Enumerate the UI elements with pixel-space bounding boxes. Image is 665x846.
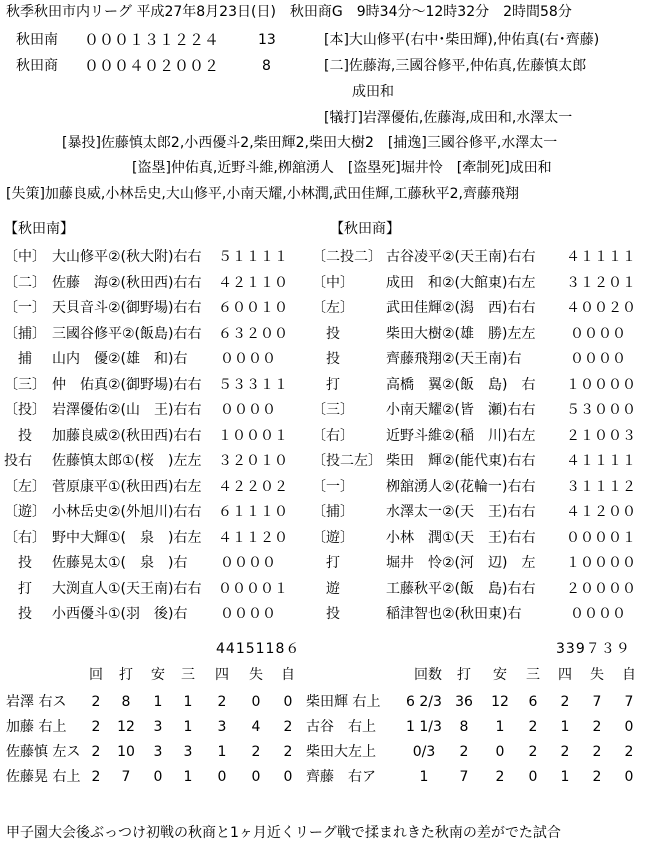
player-stats: ２１００３ [566, 428, 636, 444]
line-score-total: 8 [262, 58, 271, 74]
player-position: 投 [326, 606, 340, 622]
player-position: 打 [18, 581, 32, 597]
pitching-stat: 2 [592, 769, 602, 785]
pitching-stat: 0 [251, 769, 261, 785]
pitching-stat: 2 [528, 744, 538, 760]
pitching-header: 失 [590, 667, 604, 683]
note-sacrifice: [犠打]岩澤優佑,佐藤海,成田和,水澤太一 [324, 110, 573, 126]
player-position: 〔一〕 [312, 479, 354, 495]
player-position: 〔捕〕 [4, 326, 46, 342]
player-name: 佐藤慎太郎①(桜 )左左 [52, 453, 202, 469]
player-position: 〔投二左〕 [312, 453, 382, 469]
player-stats: ４１１１１ [566, 249, 636, 265]
pitching-stat: 7 [592, 694, 602, 710]
player-stats: １００００ [566, 377, 636, 393]
player-name: 成田 和②(大館東)右左 [386, 275, 536, 291]
pitching-stat: 36 [455, 694, 473, 710]
player-stats: ３１１１２ [566, 479, 636, 495]
player-stats: ４１２００ [566, 504, 636, 520]
player-stats: ５３０００ [566, 402, 636, 418]
pitching-stat: 7 [121, 769, 131, 785]
pitching-stat: 2 [592, 719, 602, 735]
pitcher-name: 加藤 右上 [6, 719, 67, 735]
pitching-stat: 7 [459, 769, 469, 785]
player-position: 投 [18, 555, 32, 571]
pitching-stat: 2 [560, 694, 570, 710]
note-steals: [盗塁]仲佑真,近野斗維,栁舘湧人 [盗塁死]堀井怜 [牽制死]成田和 [132, 160, 552, 176]
player-position: 〔遊〕 [4, 504, 46, 520]
line-score-team: 秋田商 [16, 58, 58, 74]
pitching-stat: 1 [217, 744, 227, 760]
player-position: 投右 [4, 453, 32, 469]
player-position: 捕 [18, 351, 32, 367]
player-position: 〔右〕 [312, 428, 354, 444]
line-score-total: 13 [258, 32, 276, 48]
player-position: 〔中〕 [4, 249, 46, 265]
player-stats: ００００ [570, 326, 626, 342]
game-title: 秋季秋田市内リーグ 平成27年8月23日(日) 秋田商G 9時34分～12時32分 2時間58分 [6, 4, 572, 20]
pitcher-name: 岩澤 右ス [6, 694, 67, 710]
player-stats: ００００１ [218, 581, 288, 597]
line-score-innings: ０００４０２００２ [84, 57, 220, 75]
player-name: 天貝音斗②(御野場)右右 [52, 300, 202, 316]
pitching-stat: 2 [495, 769, 505, 785]
player-name: 大山修平②(秋大附)右右 [52, 249, 202, 265]
player-position: 投 [18, 606, 32, 622]
pitching-header: 四 [215, 667, 229, 683]
player-stats: ００００ [220, 555, 276, 571]
pitching-stat: 3 [217, 719, 227, 735]
player-stats: ４２１１０ [218, 275, 288, 291]
player-stats: ００００ [570, 351, 626, 367]
pitching-stat: 1 1/3 [406, 719, 442, 735]
player-stats: ００００ [220, 606, 276, 622]
pitching-stat: 0/3 [412, 744, 436, 760]
player-stats: ００００１ [566, 530, 636, 546]
pitching-stat: 7 [624, 694, 634, 710]
pitching-stat: 0 [251, 694, 261, 710]
pitching-stat: 1 [183, 769, 193, 785]
pitching-stat: 1 [183, 694, 193, 710]
player-position: 打 [326, 377, 340, 393]
pitching-stat: 2 [459, 744, 469, 760]
player-stats: ００００ [220, 402, 276, 418]
player-name: 武田佳輝②(潟 西)右右 [386, 300, 536, 316]
game-summary: 甲子園大会後ぶっつけ初戦の秋商と1ヶ月近くリーグ戦で揉まれきた秋南の差がでた試合 [6, 825, 561, 841]
note-doubles: [二]佐藤海,三國谷修平,仲佑真,佐藤慎太郎 [324, 58, 587, 74]
player-stats: ００００ [570, 606, 626, 622]
player-name: 齊藤飛翔②(天王南)右 [386, 351, 536, 367]
player-name: 柴田 輝②(能代東)右右 [386, 453, 536, 469]
pitching-stat: 1 [183, 719, 193, 735]
pitching-stat: 1 [153, 694, 163, 710]
pitching-stat: 1 [560, 719, 570, 735]
note-doubles-cont: 成田和 [352, 84, 394, 100]
pitching-stat: 3 [153, 719, 163, 735]
pitching-header: 打 [457, 667, 471, 683]
pitching-stat: 3 [153, 744, 163, 760]
player-stats: ４１１１１ [566, 453, 636, 469]
pitching-header: 安 [151, 667, 165, 683]
player-name: 佐藤 海②(秋田西)右右 [52, 275, 202, 291]
player-name: 菅原康平①(秋田西)右左 [52, 479, 202, 495]
pitching-stat: 0 [624, 769, 634, 785]
pitching-stat: 1 [495, 719, 505, 735]
pitching-stat: 0 [217, 769, 227, 785]
player-position: 〔投〕 [4, 402, 46, 418]
player-stats: ６００１０ [218, 300, 288, 316]
away-totals: 339７３９ [556, 641, 631, 657]
pitching-stat: 4 [251, 719, 261, 735]
pitching-stat: 0 [528, 769, 538, 785]
player-name: 加藤良威②(秋田西)右右 [52, 428, 202, 444]
pitcher-name: 佐藤晃 右上 [6, 769, 81, 785]
pitching-header: 三 [526, 667, 540, 683]
note-errors: [失策]加藤良威,小林岳史,大山修平,小南天耀,小林潤,武田佳輝,工藤秋平2,齊藤飛翔 [6, 186, 519, 202]
note-wild-pitch: [暴投]佐藤慎太郎2,小西優斗2,柴田輝2,柴田大樹2 [捕逸]三國谷修平,水澤太一 [62, 135, 558, 151]
player-stats: ４１１２０ [218, 530, 288, 546]
pitching-stat: 2 [91, 744, 101, 760]
player-stats: ４２２０２ [218, 479, 288, 495]
player-position: 投 [18, 428, 32, 444]
player-name: 小西優斗①(羽 後)右 [52, 606, 202, 622]
away-team-label: 【秋田商】 [330, 221, 400, 237]
player-name: 堀井 怜②(河 辺) 左 [386, 555, 536, 571]
player-position: 〔左〕 [312, 300, 354, 316]
pitching-stat: 0 [153, 769, 163, 785]
pitching-header: 失 [249, 667, 263, 683]
pitching-stat: 3 [183, 744, 193, 760]
pitching-stat: 2 [560, 744, 570, 760]
player-position: 〔遊〕 [312, 530, 354, 546]
player-position: 〔右〕 [4, 530, 46, 546]
player-name: 野中大輝①( 泉 )右左 [52, 530, 202, 546]
pitcher-name: 柴田大左上 [306, 744, 376, 760]
pitching-stat: 2 [283, 719, 293, 735]
player-name: 水澤太一②(天 王)右右 [386, 504, 536, 520]
player-position: 〔捕〕 [312, 504, 354, 520]
pitching-stat: 0 [624, 719, 634, 735]
player-stats: ６１１１０ [218, 504, 288, 520]
player-position: 〔中〕 [312, 275, 354, 291]
pitching-header: 三 [181, 667, 195, 683]
player-stats: ３２０１０ [218, 453, 288, 469]
pitching-header: 自 [281, 667, 295, 683]
note-homeruns: [本]大山修平(右中･柴田輝),仲佑真(右･齊藤) [324, 32, 600, 48]
pitching-stat: 6 [528, 694, 538, 710]
pitching-stat: 2 [528, 719, 538, 735]
player-name: 山内 優②(雄 和)右 [52, 351, 202, 367]
pitcher-name: 柴田輝 右上 [306, 694, 381, 710]
player-name: 柴田大樹②(雄 勝)左左 [386, 326, 536, 342]
pitching-stat: 2 [91, 694, 101, 710]
player-position: 投 [326, 326, 340, 342]
player-stats: ００００ [220, 351, 276, 367]
pitcher-name: 佐藤慎 左ス [6, 744, 81, 760]
pitcher-name: 古谷 右上 [306, 719, 376, 735]
player-name: 古谷凌平②(天王南)右右 [386, 249, 536, 265]
player-name: 仲 佑真②(御野場)右右 [52, 377, 202, 393]
pitching-header: 安 [493, 667, 507, 683]
pitching-header: 回 [89, 667, 103, 683]
pitching-stat: 2 [217, 694, 227, 710]
player-position: 〔三〕 [312, 402, 354, 418]
player-name: 稲津智也②(秋田東)右 [386, 606, 536, 622]
player-position: 〔二〕 [4, 275, 46, 291]
pitching-stat: 2 [283, 744, 293, 760]
player-stats: ２００００ [566, 581, 636, 597]
player-name: 三國谷修平②(飯島)右右 [52, 326, 202, 342]
player-name: 小林 潤①(天 王)右右 [386, 530, 536, 546]
pitching-stat: 2 [251, 744, 261, 760]
pitching-stat: 1 [560, 769, 570, 785]
player-position: 打 [326, 555, 340, 571]
player-stats: ６３２００ [218, 326, 288, 342]
line-score-innings: ０００１３１２２４ [84, 31, 220, 49]
player-position: 〔三〕 [4, 377, 46, 393]
player-stats: ４００２０ [566, 300, 636, 316]
player-name: 小南天耀②(皆 瀬)右右 [386, 402, 536, 418]
pitching-stat: 2 [592, 744, 602, 760]
player-stats: ５３３１１ [218, 377, 288, 393]
pitching-stat: 10 [117, 744, 135, 760]
player-name: 高橋 翼②(飯 島) 右 [386, 377, 536, 393]
home-team-label: 【秋田南】 [4, 221, 74, 237]
pitching-stat: 1 [419, 769, 429, 785]
home-totals: 4415118６ [216, 641, 301, 657]
player-stats: １００００ [566, 555, 636, 571]
player-name: 近野斗維②(稲 川)右左 [386, 428, 536, 444]
player-position: 投 [326, 351, 340, 367]
player-name: 岩澤優佑②(山 王)右右 [52, 402, 202, 418]
player-name: 小林岳史②(外旭川)右右 [52, 504, 202, 520]
pitching-stat: 0 [283, 769, 293, 785]
player-stats: １０００１ [218, 428, 288, 444]
line-score-team: 秋田南 [16, 32, 58, 48]
pitching-header: 回数 [414, 667, 442, 683]
player-position: 〔左〕 [4, 479, 46, 495]
pitching-stat: 12 [491, 694, 509, 710]
pitching-stat: 12 [117, 719, 135, 735]
pitching-stat: 0 [495, 744, 505, 760]
player-position: 遊 [326, 581, 340, 597]
player-name: 佐藤晃太①( 泉 )右 [52, 555, 202, 571]
pitcher-name: 齊藤 右ア [306, 769, 376, 785]
pitching-stat: 2 [91, 769, 101, 785]
player-stats: ５１１１１ [218, 249, 288, 265]
pitching-stat: 0 [283, 694, 293, 710]
player-name: 大渕直人①(天王南)右右 [52, 581, 202, 597]
pitching-header: 自 [622, 667, 636, 683]
pitching-header: 打 [119, 667, 133, 683]
pitching-stat: 2 [91, 719, 101, 735]
pitching-header: 四 [558, 667, 572, 683]
player-name: 工藤秋平②(飯 島)右右 [386, 581, 536, 597]
player-position: 〔二投二〕 [312, 249, 382, 265]
player-position: 〔一〕 [4, 300, 46, 316]
pitching-stat: 6 2/3 [406, 694, 442, 710]
player-name: 栁舘湧人②(花輪一)右右 [386, 479, 536, 495]
player-stats: ３１２０１ [566, 275, 636, 291]
pitching-stat: 8 [459, 719, 469, 735]
pitching-stat: 2 [624, 744, 634, 760]
pitching-stat: 8 [121, 694, 131, 710]
